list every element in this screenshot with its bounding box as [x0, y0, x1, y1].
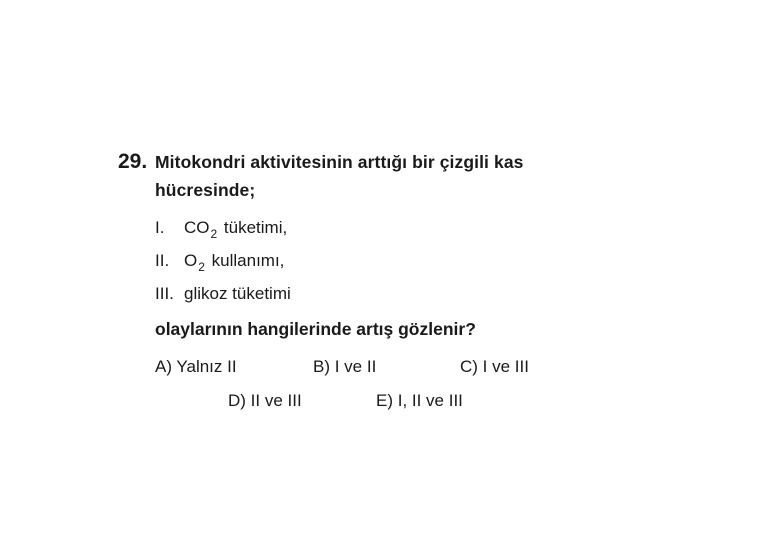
statement-text — [184, 218, 287, 239]
statement-rest: kullanımı, — [206, 251, 285, 270]
statement-rest: tüketimi, — [219, 218, 288, 237]
choice-d[interactable]: D) II ve III — [228, 391, 302, 410]
choice-b[interactable]: B) I ve II — [313, 357, 377, 376]
statement-text — [184, 251, 284, 272]
statement-subscript: 2 — [198, 260, 205, 274]
statement-subscript: 2 — [210, 227, 218, 241]
statement-formula: O — [184, 251, 198, 270]
statement-numeral: II. — [155, 251, 170, 270]
question-prompt: olaylarının hangilerinde artış gözlenir? — [155, 319, 476, 339]
question-stem-line-1: Mitokondri aktivitesinin arttığı bir çizgili kas — [155, 152, 524, 172]
question-stem — [155, 148, 575, 204]
question-number: 29. — [118, 150, 148, 173]
statement-formula: glikoz tüketimi — [184, 284, 291, 303]
statement-formula: CO — [184, 218, 210, 237]
choice-e[interactable]: E) I, II ve III — [376, 391, 463, 410]
choice-c[interactable]: C) I ve III — [460, 357, 529, 376]
statement-text — [184, 284, 291, 304]
statement-numeral: I. — [155, 218, 165, 237]
choice-a[interactable]: A) Yalnız II — [155, 357, 237, 376]
statement-numeral: III. — [155, 284, 174, 303]
question-stem-line-2: hücresinde; — [155, 180, 256, 200]
